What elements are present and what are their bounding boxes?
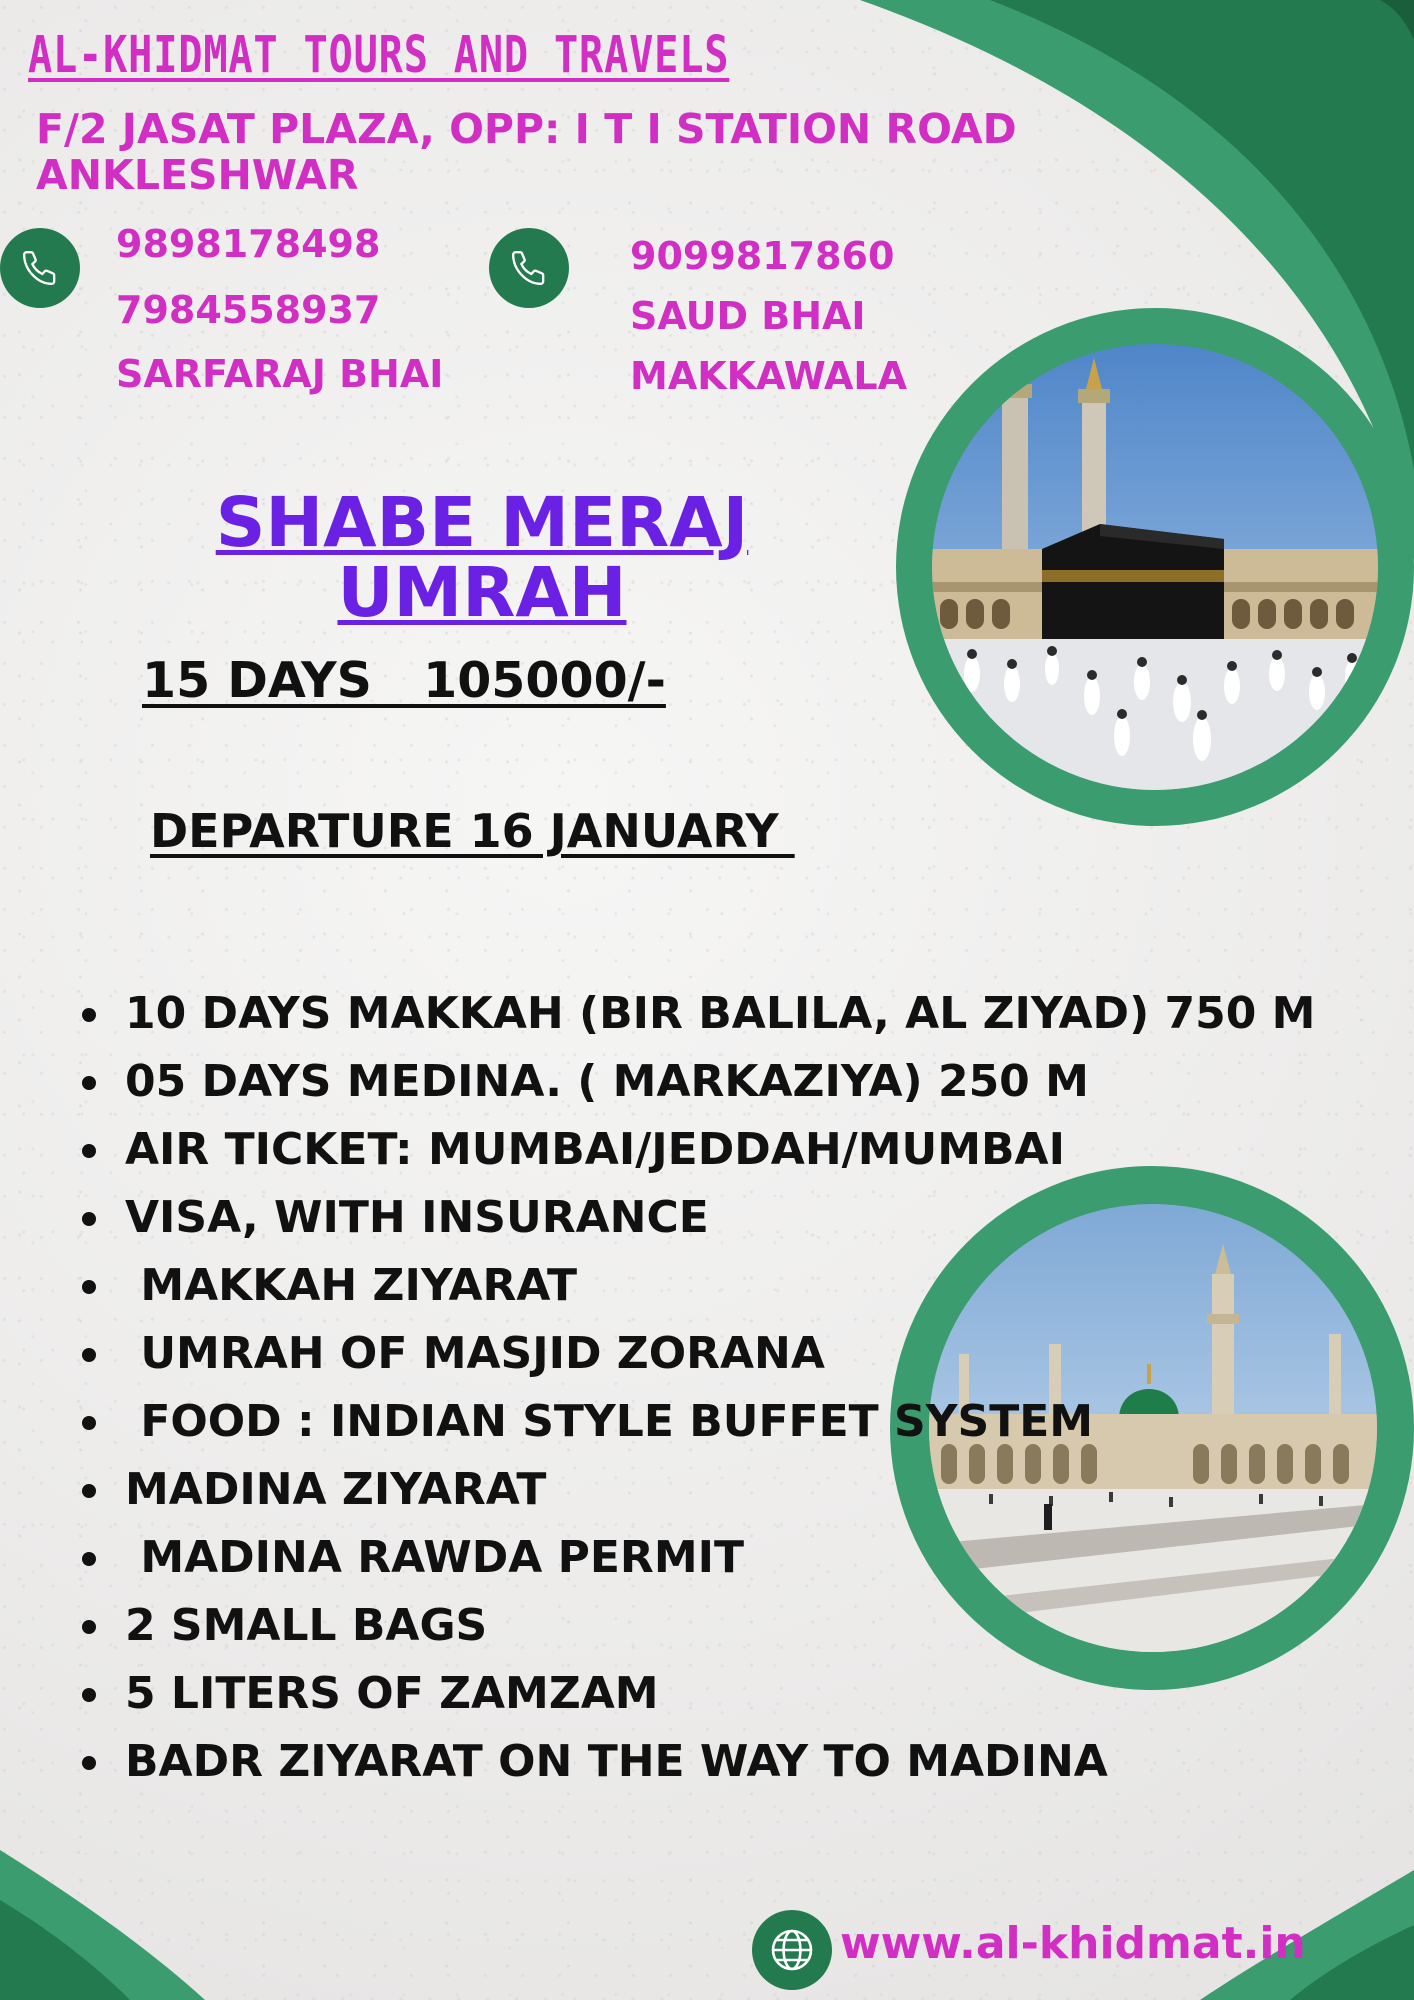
kaaba-photo [932, 344, 1378, 790]
contact-surname-right: MAKKAWALA [630, 354, 908, 398]
globe-icon [752, 1910, 832, 1990]
list-item: 05 DAYS MEDINA. ( MARKAZIYA) 250 M [80, 1048, 1315, 1116]
address-line-2: ANKLESHWAR [36, 151, 359, 199]
contact-phone-1[interactable]: 9898178498 [116, 222, 381, 266]
list-item: MAKKAH ZIYARAT [80, 1252, 1315, 1320]
package-title [196, 483, 768, 633]
list-item: BADR ZIYARAT ON THE WAY TO MADINA [80, 1728, 1315, 1796]
package-title-line-1: SHABE MERAJ [215, 483, 749, 563]
departure-date: DEPARTURE 16 JANUARY [150, 804, 795, 858]
duration-price: 15 DAYS 105000/- [142, 652, 666, 709]
list-item: UMRAH OF MASJID ZORANA [80, 1320, 1315, 1388]
contact-phone-3[interactable]: 9099817860 [630, 234, 895, 278]
list-item: 10 DAYS MAKKAH (BIR BALILA, AL ZIYAD) 750 M [80, 980, 1315, 1048]
list-item: MADINA ZIYARAT [80, 1456, 1315, 1524]
list-item: 5 LITERS OF ZAMZAM [80, 1660, 1315, 1728]
contact-name-left: SARFARAJ BHAI [116, 352, 444, 396]
list-item: FOOD : INDIAN STYLE BUFFET SYSTEM [80, 1388, 1315, 1456]
list-item: MADINA RAWDA PERMIT [80, 1524, 1315, 1592]
company-name: AL-KHIDMAT TOURS AND TRAVELS [28, 26, 730, 85]
phone-icon [0, 228, 80, 308]
website-link[interactable]: www.al-khidmat.in [840, 1918, 1306, 1969]
package-title-line-2: UMRAH [337, 553, 627, 633]
company-address [36, 106, 1017, 198]
contact-phone-2[interactable]: 7984558937 [116, 288, 381, 332]
list-item: VISA, WITH INSURANCE [80, 1184, 1315, 1252]
features-list [80, 980, 1315, 1796]
list-item: 2 SMALL BAGS [80, 1592, 1315, 1660]
address-line-1: F/2 JASAT PLAZA, OPP: I T I STATION ROAD [36, 105, 1017, 153]
list-item: AIR TICKET: MUMBAI/JEDDAH/MUMBAI [80, 1116, 1315, 1184]
phone-icon [489, 228, 569, 308]
contact-name-right: SAUD BHAI [630, 294, 866, 338]
